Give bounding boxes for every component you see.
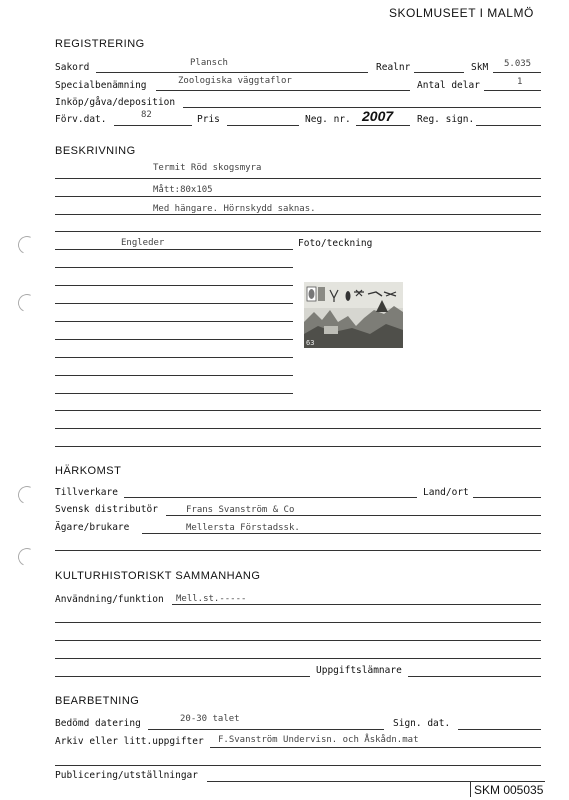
line-land-ort (473, 497, 541, 498)
rule-b4 (55, 231, 541, 232)
catalog-code-text: SKM 005035 (474, 783, 544, 797)
line-specialbenamning (156, 90, 410, 91)
value-svensk-distributor: Frans Svanström & Co (186, 505, 295, 515)
line-forv-dat (114, 125, 192, 126)
photo-caption: 63 (306, 339, 315, 347)
rule-f3 (55, 446, 541, 447)
photo-image (304, 282, 403, 348)
punch-hole-2 (15, 291, 38, 314)
value-forv-dat: 82 (141, 110, 152, 120)
section-kulturhistoriskt: KULTURHISTORISKT SAMMANHANG (55, 570, 261, 582)
label-inkop: Inköp/gåva/deposition (55, 97, 176, 108)
beskrivning-line-1: Termit Röd skogsmyra (153, 163, 262, 173)
line-neg-nr (356, 125, 410, 126)
label-reg-sign: Reg. sign. (417, 114, 475, 125)
line-antal-delar (484, 90, 541, 91)
label-sign-dat: Sign. dat. (393, 718, 451, 729)
line-skm (493, 72, 541, 73)
line-uppgiftslamnare-left (55, 676, 310, 677)
label-foto: Foto/teckning (298, 238, 373, 249)
line-realnr (414, 72, 464, 73)
label-sakord: Sakord (55, 62, 90, 73)
label-uppgiftslamnare: Uppgiftslämnare (316, 665, 402, 676)
label-publicering: Publicering/utställningar (55, 770, 198, 781)
value-skm: 5.035 (504, 59, 532, 69)
punch-hole-1 (15, 233, 38, 256)
value-sakord: Plansch (190, 58, 228, 68)
line-sakord (96, 72, 368, 73)
label-antal-delar: Antal delar (417, 80, 480, 91)
label-realnr: Realnr (376, 62, 411, 73)
label-svensk-distributor: Svensk distributör (55, 504, 158, 515)
line-anvandning (172, 604, 541, 605)
label-pris: Pris (197, 114, 220, 125)
rule-e6 (55, 357, 293, 358)
label-agare: Ägare/brukare (55, 522, 130, 533)
label-specialbenamning: Specialbenämning (55, 80, 147, 91)
rule-e4 (55, 321, 293, 322)
value-neg-nr: 2007 (362, 108, 394, 124)
label-neg-nr: Neg. nr. (305, 114, 351, 125)
catalog-code (470, 781, 545, 797)
section-harkomst: HÄRKOMST (55, 465, 122, 477)
line-agare (142, 533, 541, 534)
line-sign-dat (458, 729, 541, 730)
rule-e3 (55, 303, 293, 304)
museum-title: SKOLMUSEET I MALMÖ (389, 6, 534, 20)
rule-h1 (55, 550, 541, 551)
label-land-ort: Land/ort (423, 487, 469, 498)
rule-b1 (55, 178, 541, 179)
rule-e1 (55, 267, 293, 268)
beskrivning-line-3: Med hängare. Hörnskydd saknas. (153, 204, 316, 214)
rule-k1 (55, 622, 541, 623)
rule-e8 (55, 393, 293, 394)
line-pris (227, 125, 299, 126)
label-forv-dat: Förv.dat. (55, 114, 107, 125)
label-arkiv: Arkiv eller litt.uppgifter (55, 736, 204, 747)
label-tillverkare: Tillverkare (55, 487, 118, 498)
section-beskrivning: BESKRIVNING (55, 145, 136, 157)
punch-hole-3 (15, 483, 38, 506)
label-skm: SkM (471, 62, 489, 73)
value-antal-delar: 1 (517, 77, 523, 87)
value-anvandning: Mell.st.----- (176, 594, 247, 604)
rule-e5 (55, 339, 293, 340)
punch-hole-4 (15, 545, 38, 568)
rule-f1 (55, 410, 541, 411)
line-bedomd-datering (148, 729, 384, 730)
section-registrering: REGISTRERING (55, 38, 145, 50)
line-arkiv (210, 747, 541, 748)
line-svensk-distributor (166, 515, 541, 516)
rule-bb1 (55, 765, 541, 766)
line-engleder (55, 249, 293, 250)
label-engleder: Engleder (121, 238, 165, 248)
rule-e7 (55, 375, 293, 376)
line-tillverkare (124, 497, 417, 498)
rule-b2 (55, 196, 541, 197)
section-bearbetning: BEARBETNING (55, 695, 140, 707)
line-uppgiftslamnare (408, 676, 541, 677)
beskrivning-line-2: Mått:80x105 (153, 185, 213, 195)
object-photo (304, 282, 403, 348)
value-specialbenamning: Zoologiska väggtaflor (178, 76, 292, 86)
rule-k3 (55, 658, 541, 659)
line-reg-sign (476, 125, 541, 126)
rule-f2 (55, 428, 541, 429)
label-bedomd-datering: Bedömd datering (55, 718, 141, 729)
rule-e2 (55, 285, 293, 286)
rule-k2 (55, 640, 541, 641)
value-arkiv: F.Svanström Undervisn. och Åskådn.mat (218, 735, 419, 745)
value-agare: Mellersta Förstadssk. (186, 523, 300, 533)
value-bedomd-datering: 20-30 talet (180, 714, 240, 724)
label-anvandning: Användning/funktion (55, 594, 164, 605)
rule-b3 (55, 214, 541, 215)
